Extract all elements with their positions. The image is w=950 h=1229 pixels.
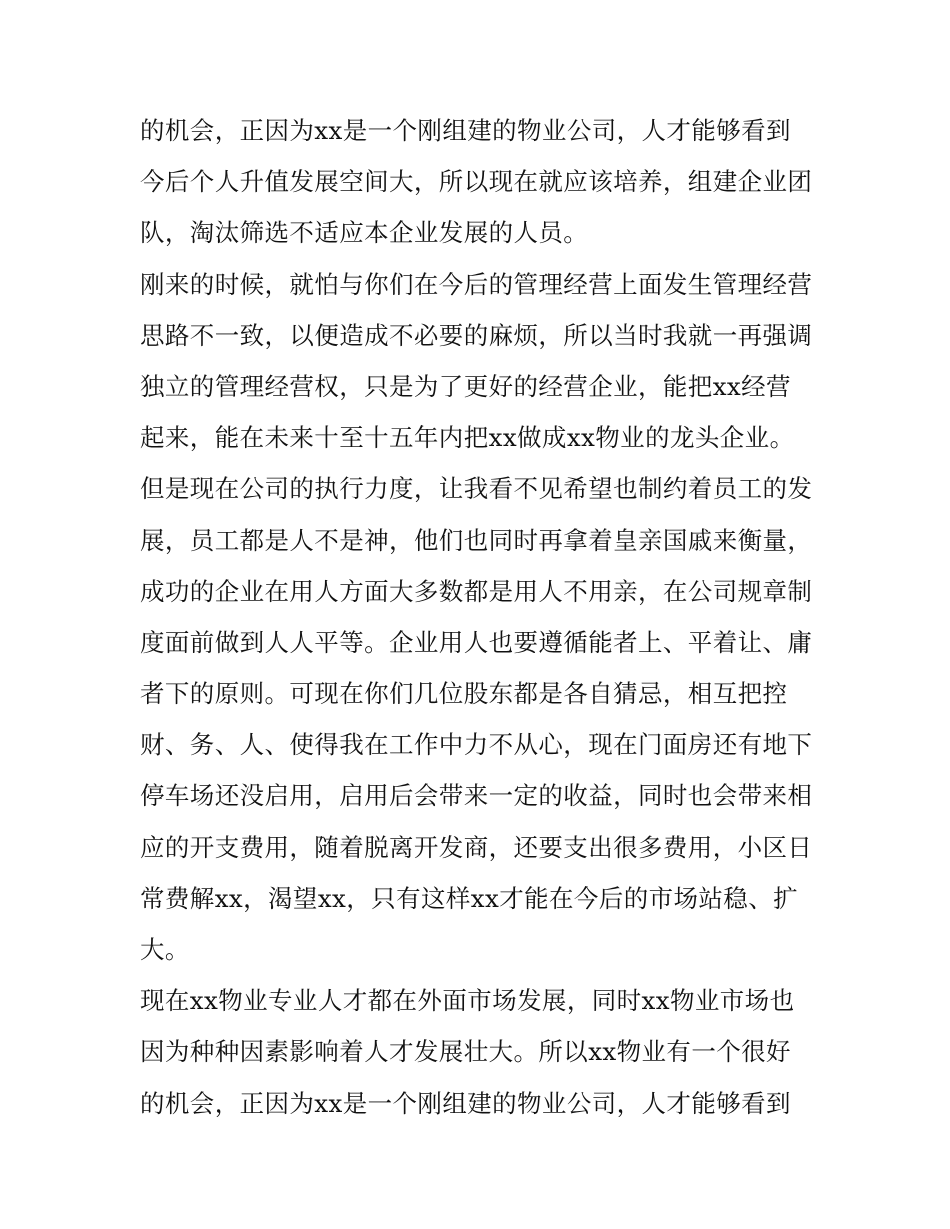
body-text — [140, 105, 830, 1129]
text-line: 但是现在公司的执行力度，让我看不见希望也制约着员工的发 — [140, 474, 813, 504]
text-line: 展，员工都是人不是神，他们也同时再拿着皇亲国戚来衡量， — [140, 525, 813, 555]
text-line: 的机会，正因为xx是一个刚组建的物业公司，人才能够看到 — [140, 1088, 791, 1118]
text-line: 独立的管理经营权，只是为了更好的经营企业，能把xx经营 — [140, 371, 791, 401]
text-line: 度面前做到人人平等。企业用人也要遵循能者上、平着让、庸 — [140, 627, 813, 657]
text-line: 起来，能在未来十至十五年内把xx做成xx物业的龙头企业。 — [140, 423, 795, 453]
text-line: 因为种种因素影响着人才发展壮大。所以xx物业有一个很好 — [140, 1037, 791, 1067]
text-line: 今后个人升值发展空间大，所以现在就应该培养，组建企业团 — [140, 167, 813, 197]
text-line: 的机会，正因为xx是一个刚组建的物业公司，人才能够看到 — [140, 116, 791, 145]
text-line: 思路不一致，以便造成不必要的麻烦，所以当时我就一再强调 — [140, 320, 813, 350]
text-line: 应的开支费用，随着脱离开发商，还要支出很多费用，小区日 — [140, 832, 813, 862]
text-line: 停车场还没启用，启用后会带来一定的收益，同时也会带来相 — [140, 781, 813, 811]
text-line: 财、务、人、使得我在工作中力不从心，现在门面房还有地下 — [140, 730, 813, 760]
text-line: 常费解xx，渴望xx，只有这样xx才能在今后的市场站稳、扩 — [140, 883, 799, 913]
text-line: 现在xx物业专业人才都在外面市场发展，同时xx物业市场也 — [140, 986, 795, 1016]
text-line: 刚来的时候，就怕与你们在今后的管理经营上面发生管理经营 — [140, 269, 813, 299]
text-line: 大。 — [140, 935, 190, 964]
text-line: 队，淘汰筛选不适应本企业发展的人员。 — [140, 218, 589, 248]
text-line: 者下的原则。可现在你们几位股东都是各自猜忌，相互把控 — [140, 679, 788, 709]
text-line: 成功的企业在用人方面大多数都是用人不用亲，在公司规章制 — [140, 576, 813, 606]
